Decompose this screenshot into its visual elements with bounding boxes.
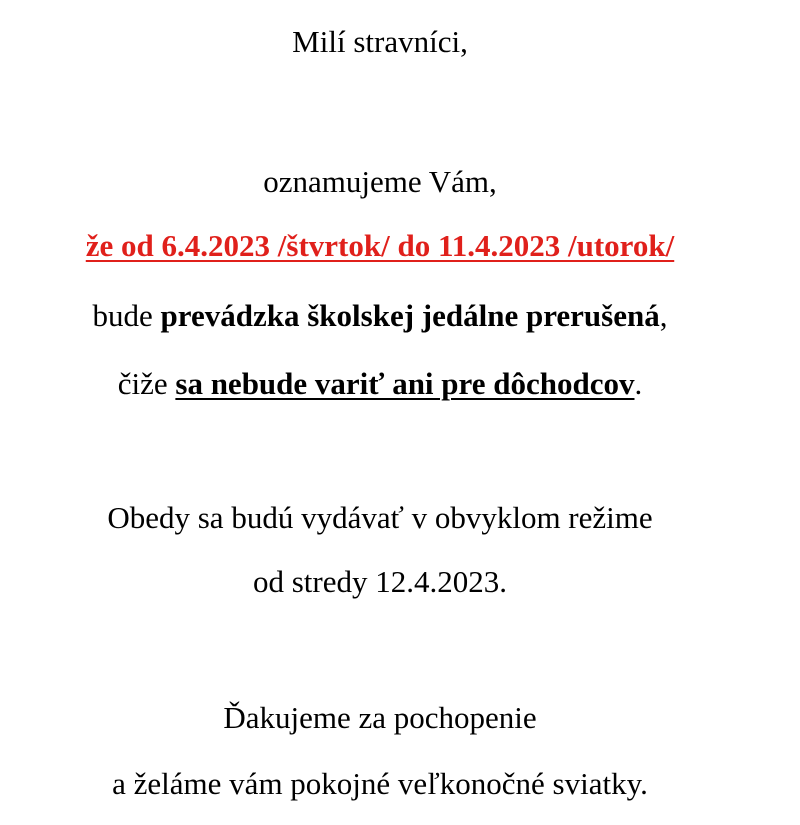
no-cooking-suffix: . [634, 366, 643, 401]
closure-prefix: bude [92, 298, 161, 333]
meals-from-line: od stredy 12.4.2023. [252, 564, 507, 599]
thanks-line: Ďakujeme za pochopenie [223, 700, 537, 735]
no-cooking-line [0, 366, 760, 402]
announce-line: oznamujeme Vám, [263, 164, 497, 199]
closure-line [0, 298, 760, 334]
no-cooking-prefix: čiže [117, 366, 176, 401]
no-cooking-emphasis: sa nebude variť ani pre dôchodcov [175, 366, 635, 401]
closure-suffix: , [659, 298, 668, 333]
meals-line: Obedy sa budú vydávať v obvyklom režime [107, 500, 653, 535]
greeting-line: Milí stravníci, [292, 24, 468, 59]
closure-dates-line: že od 6.4.2023 /štvrtok/ do 11.4.2023 /utorok/ [85, 228, 675, 263]
wishes-line: a želáme vám pokojné veľkonočné sviatky. [112, 766, 648, 801]
closure-emphasis: prevádzka školskej jedálne prerušená [160, 298, 660, 333]
